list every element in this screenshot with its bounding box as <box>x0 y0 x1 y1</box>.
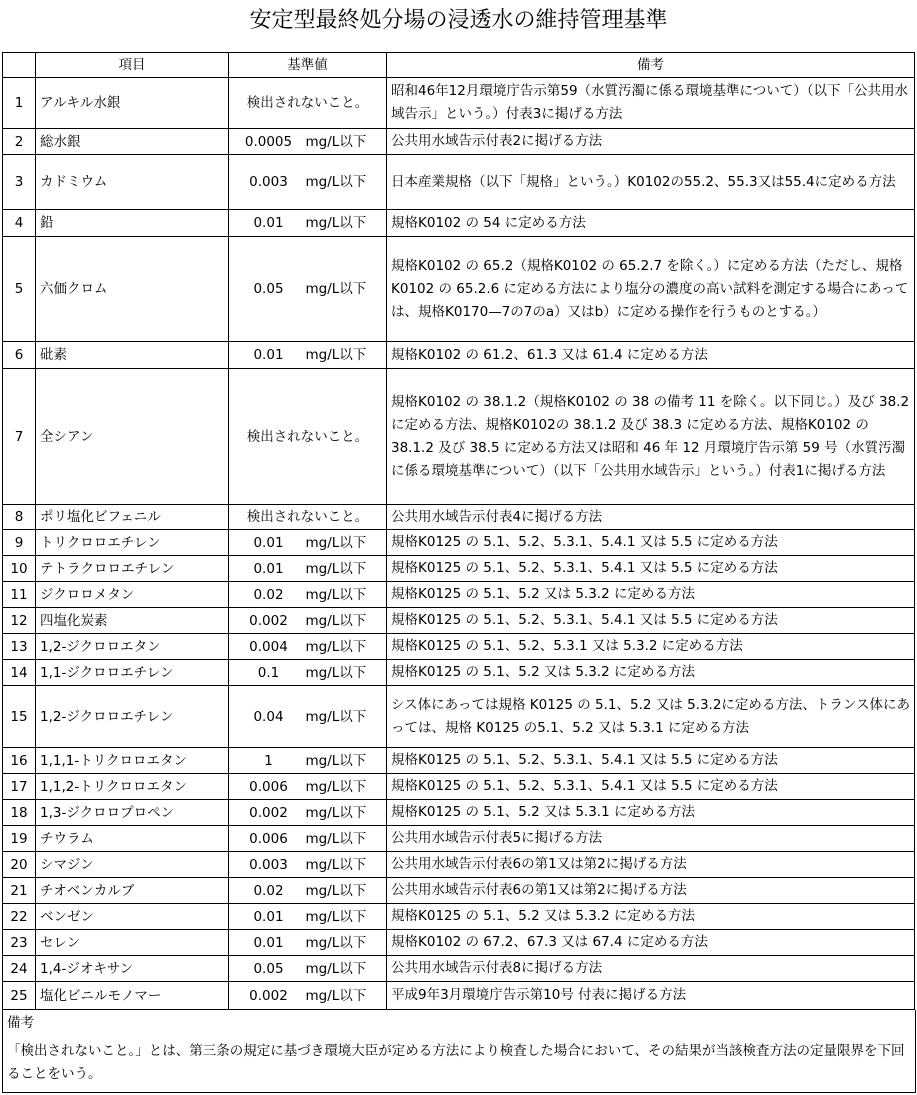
value-unit: mg/L以下 <box>305 560 367 577</box>
header-no <box>3 53 36 78</box>
table-row <box>3 660 915 686</box>
row-value <box>229 826 387 852</box>
row-value <box>229 530 387 556</box>
row-number: 10 <box>3 556 36 582</box>
table-row <box>3 826 915 852</box>
value-number: 0.04 <box>253 708 284 725</box>
row-item: 砒素 <box>36 342 229 369</box>
table-row <box>3 530 915 556</box>
remarks-note <box>2 1010 916 1093</box>
value-unit: mg/L以下 <box>305 830 367 847</box>
row-value <box>229 956 387 982</box>
row-value <box>229 556 387 582</box>
value-number: 0.01 <box>253 347 284 363</box>
value-number: 0.003 <box>249 856 288 873</box>
row-item: チウラム <box>36 826 229 852</box>
row-number: 22 <box>3 904 36 930</box>
note-heading: 備考 <box>7 1015 34 1031</box>
row-number: 23 <box>3 930 36 956</box>
row-remarks: 公共用水域告示付表2に掲げる方法 <box>387 129 915 155</box>
row-remarks: 平成9年3月環境庁告示第10号 付表に掲げる方法 <box>387 982 915 1010</box>
value-number: 0.1 <box>257 664 280 681</box>
row-value <box>229 582 387 608</box>
value-number: 0.003 <box>249 174 288 190</box>
row-number: 17 <box>3 774 36 800</box>
row-number: 19 <box>3 826 36 852</box>
table-row <box>3 505 915 530</box>
row-item: 1,2-ジクロロエチレン <box>36 686 229 748</box>
value-number: 0.05 <box>253 960 284 977</box>
row-value <box>229 608 387 634</box>
row-number: 13 <box>3 634 36 660</box>
value-number: 0.01 <box>253 534 284 551</box>
row-remarks: 公共用水域告示付表8に掲げる方法 <box>387 956 915 982</box>
row-remarks: 規格K0125 の 5.1、5.2 又は 5.3.1 に定める方法 <box>387 800 915 826</box>
table-row <box>3 982 915 1010</box>
value-number: 0.004 <box>249 638 288 655</box>
table-row <box>3 878 915 904</box>
row-value <box>229 155 387 210</box>
row-item: 鉛 <box>36 210 229 237</box>
row-number: 7 <box>3 369 36 505</box>
value-number: 0.0005 <box>244 133 293 150</box>
value-unit: mg/L以下 <box>305 133 367 150</box>
value-number: 0.01 <box>253 560 284 577</box>
value-text: 検出されないこと。 <box>246 95 369 111</box>
value-text: 検出されないこと。 <box>246 509 369 525</box>
row-remarks: 公共用水域告示付表6の第1又は第2に掲げる方法 <box>387 878 915 904</box>
table-row <box>3 774 915 800</box>
row-item: チオベンカルブ <box>36 878 229 904</box>
row-value <box>229 982 387 1010</box>
table-row <box>3 930 915 956</box>
value-number: 0.01 <box>253 908 284 925</box>
value-unit: mg/L以下 <box>305 664 367 681</box>
table-row <box>3 608 915 634</box>
row-number: 1 <box>3 78 36 129</box>
row-value <box>229 686 387 748</box>
row-remarks: シス体にあっては規格 K0125 の 5.1、5.2 又は 5.3.2に定める方法、トランス体にあっては、規格 K0125 の5.1、5.2 又は 5.3.1 に定める方法 <box>387 686 915 748</box>
row-number: 20 <box>3 852 36 878</box>
row-item: ジクロロメタン <box>36 582 229 608</box>
row-item: 四塩化炭素 <box>36 608 229 634</box>
table-row <box>3 237 915 342</box>
page-title: 安定型最終処分場の浸透水の維持管理基準 <box>249 8 668 33</box>
row-item: 1,3-ジクロロプロペン <box>36 800 229 826</box>
row-remarks: 規格K0125 の 5.1、5.2 又は 5.3.2 に定める方法 <box>387 582 915 608</box>
row-value <box>229 78 387 129</box>
value-unit: mg/L以下 <box>305 987 367 1004</box>
note-text: 「検出されないこと。」とは、第三条の規定に基づき環境大臣が定める方法により検査した場合において、その結果が当該検査方法の定量限界を下回ることをいう。 <box>7 1043 905 1082</box>
table-row <box>3 582 915 608</box>
value-number: 0.002 <box>249 987 288 1004</box>
value-number: 0.002 <box>249 804 288 821</box>
row-remarks: 規格K0125 の 5.1、5.2、5.3.1、5.4.1 又は 5.5 に定める方法 <box>387 748 915 774</box>
row-number: 9 <box>3 530 36 556</box>
row-number: 21 <box>3 878 36 904</box>
row-remarks: 規格K0102 の 67.2、67.3 又は 67.4 に定める方法 <box>387 930 915 956</box>
value-unit: mg/L以下 <box>305 708 367 725</box>
table-row <box>3 904 915 930</box>
row-number: 18 <box>3 800 36 826</box>
row-item: ベンゼン <box>36 904 229 930</box>
value-unit: mg/L以下 <box>305 856 367 873</box>
table-header-row <box>3 53 915 78</box>
row-number: 25 <box>3 982 36 1010</box>
row-remarks: 日本産業規格（以下「規格」という。）K0102の55.2、55.3又は55.4に定める方法 <box>387 155 915 210</box>
row-remarks: 規格K0125 の 5.1、5.2、5.3.1、5.4.1 又は 5.5 に定める方法 <box>387 530 915 556</box>
table-row <box>3 369 915 505</box>
table-row <box>3 800 915 826</box>
value-number: 0.006 <box>249 778 288 795</box>
row-number: 24 <box>3 956 36 982</box>
value-unit: mg/L以下 <box>305 215 367 231</box>
row-remarks: 規格K0125 の 5.1、5.2、5.3.1、5.4.1 又は 5.5 に定める方法 <box>387 556 915 582</box>
value-number: 0.02 <box>253 882 284 899</box>
value-unit: mg/L以下 <box>305 612 367 629</box>
table-row <box>3 956 915 982</box>
row-item: ポリ塩化ビフェニル <box>36 505 229 530</box>
value-number: 0.006 <box>249 830 288 847</box>
row-remarks: 規格K0125 の 5.1、5.2 又は 5.3.2 に定める方法 <box>387 904 915 930</box>
row-number: 16 <box>3 748 36 774</box>
table-row <box>3 852 915 878</box>
value-unit: mg/L以下 <box>305 934 367 951</box>
row-number: 5 <box>3 237 36 342</box>
row-item: テトラクロロエチレン <box>36 556 229 582</box>
row-value <box>229 878 387 904</box>
row-remarks: 規格K0102 の 38.1.2（規格K0102 の 38 の備考 11 を除く。以下同じ。）及び 38.2 に定める方法、規格K0102の 38.1.2 及び 38.3 に定める方法、規格K0102 の38.1.2 及び 38.5 に定める方法又は昭和 46 年 12 月環境庁告示第 59 号（水質汚濁に係る環境基準について）（以下「公共用水域告示」という。）付表1に掲げる方法 <box>387 369 915 505</box>
value-number: 0.002 <box>249 612 288 629</box>
row-remarks: 規格K0102 の 65.2（規格K0102 の 65.2.7 を除く。）に定める方法（ただし、規格K0102 の 65.2.6 に定める方法により塩分の濃度の高い試料を測定する場合にあっては、規格K0170—7の7のa）又はb）に定める操作を行うものとする。） <box>387 237 915 342</box>
row-item: アルキル水銀 <box>36 78 229 129</box>
row-value <box>229 634 387 660</box>
value-unit: mg/L以下 <box>305 804 367 821</box>
row-remarks: 規格K0125 の 5.1、5.2、5.3.1、5.4.1 又は 5.5 に定める方法 <box>387 608 915 634</box>
table-row <box>3 748 915 774</box>
table-row <box>3 210 915 237</box>
value-unit: mg/L以下 <box>305 908 367 925</box>
row-remarks: 昭和46年12月環境庁告示第59（水質汚濁に係る環境基準について）（以下「公共用水域告示」という。）付表3に掲げる方法 <box>387 78 915 129</box>
value-unit: mg/L以下 <box>305 281 367 297</box>
row-value <box>229 774 387 800</box>
value-unit: mg/L以下 <box>305 347 367 363</box>
row-value <box>229 505 387 530</box>
value-text: 検出されないこと。 <box>246 428 369 445</box>
table-row <box>3 556 915 582</box>
row-remarks: 公共用水域告示付表6の第1又は第2に掲げる方法 <box>387 852 915 878</box>
row-item: 塩化ビニルモノマー <box>36 982 229 1010</box>
value-unit: mg/L以下 <box>305 882 367 899</box>
row-value <box>229 210 387 237</box>
table-row <box>3 78 915 129</box>
row-number: 11 <box>3 582 36 608</box>
row-value <box>229 930 387 956</box>
row-item: 1,1,1-トリクロロエタン <box>36 748 229 774</box>
row-number: 14 <box>3 660 36 686</box>
row-remarks: 公共用水域告示付表4に掲げる方法 <box>387 505 915 530</box>
value-unit: mg/L以下 <box>305 534 367 551</box>
row-number: 8 <box>3 505 36 530</box>
value-unit: mg/L以下 <box>305 638 367 655</box>
row-remarks: 公共用水域告示付表5に掲げる方法 <box>387 826 915 852</box>
row-remarks: 規格K0125 の 5.1、5.2、5.3.1、5.4.1 又は 5.5 に定める方法 <box>387 774 915 800</box>
row-value <box>229 237 387 342</box>
row-item: カドミウム <box>36 155 229 210</box>
table-row <box>3 129 915 155</box>
table-row <box>3 342 915 369</box>
row-item: 1,1-ジクロロエチレン <box>36 660 229 686</box>
value-number: 0.01 <box>253 934 284 951</box>
row-value <box>229 369 387 505</box>
row-value <box>229 129 387 155</box>
value-unit: mg/L以下 <box>305 174 367 190</box>
row-value <box>229 904 387 930</box>
row-remarks: 規格K0125 の 5.1、5.2、5.3.1 又は 5.3.2 に定める方法 <box>387 634 915 660</box>
header-value: 基準値 <box>229 53 387 78</box>
row-number: 4 <box>3 210 36 237</box>
row-number: 3 <box>3 155 36 210</box>
table-row <box>3 686 915 748</box>
row-value <box>229 748 387 774</box>
value-number: 0.05 <box>253 281 284 297</box>
row-remarks: 規格K0125 の 5.1、5.2 又は 5.3.2 に定める方法 <box>387 660 915 686</box>
value-unit: mg/L以下 <box>305 778 367 795</box>
row-number: 15 <box>3 686 36 748</box>
row-value <box>229 852 387 878</box>
row-item: シマジン <box>36 852 229 878</box>
row-remarks: 規格K0102 の 61.2、61.3 又は 61.4 に定める方法 <box>387 342 915 369</box>
row-value <box>229 342 387 369</box>
value-number: 1 <box>264 752 273 769</box>
table-row <box>3 634 915 660</box>
table-row <box>3 155 915 210</box>
row-number: 2 <box>3 129 36 155</box>
header-item: 項目 <box>36 53 229 78</box>
row-number: 12 <box>3 608 36 634</box>
value-unit: mg/L以下 <box>305 960 367 977</box>
standards-table <box>2 52 915 1010</box>
row-item: 1,4-ジオキサン <box>36 956 229 982</box>
value-unit: mg/L以下 <box>305 752 367 769</box>
row-item: 1,2-ジクロロエタン <box>36 634 229 660</box>
row-value <box>229 800 387 826</box>
row-item: 全シアン <box>36 369 229 505</box>
row-remarks: 規格K0102 の 54 に定める方法 <box>387 210 915 237</box>
row-item: 総水銀 <box>36 129 229 155</box>
value-number: 0.01 <box>253 215 284 231</box>
row-number: 6 <box>3 342 36 369</box>
row-item: 1,1,2-トリクロロエタン <box>36 774 229 800</box>
row-item: トリクロロエチレン <box>36 530 229 556</box>
value-unit: mg/L以下 <box>305 586 367 603</box>
row-item: セレン <box>36 930 229 956</box>
row-item: 六価クロム <box>36 237 229 342</box>
value-number: 0.02 <box>253 586 284 603</box>
header-remarks: 備考 <box>387 53 915 78</box>
row-value <box>229 660 387 686</box>
